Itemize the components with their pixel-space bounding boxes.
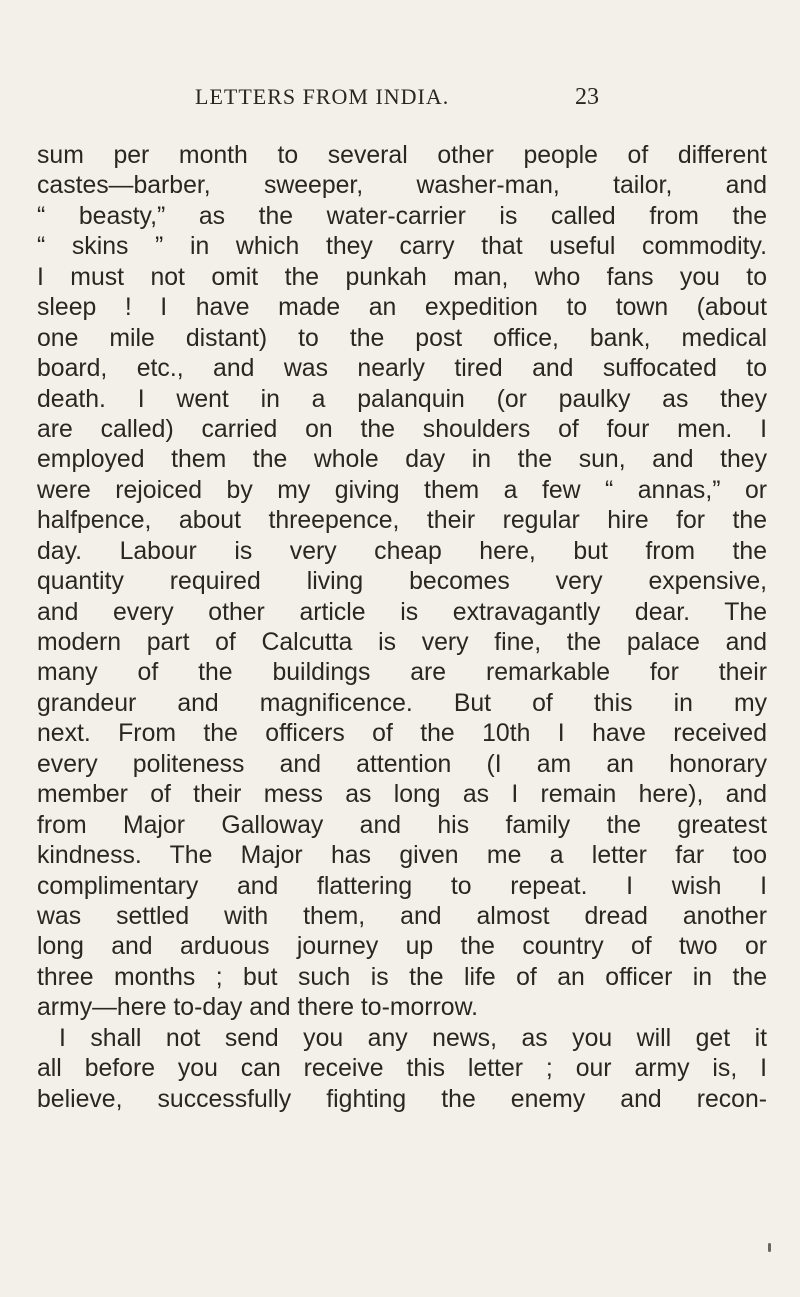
text-line: death. I went in a palanquin (or paulky as they (37, 385, 767, 413)
text-line: kindness. The Major has given me a letter far too (37, 842, 767, 870)
page-number: 23 (575, 84, 599, 110)
text-line: long and arduous journey up the country of two or (37, 933, 767, 961)
running-head (0, 84, 800, 114)
text-line: are called) carried on the shoulders of four men. I (37, 415, 767, 443)
text-line: modern part of Calcutta is very fine, the palace and (37, 629, 767, 656)
text-line: “ beasty,” as the water-carrier is called from the (37, 202, 767, 230)
text-line: all before you can receive this letter ; our army is, I (37, 1055, 767, 1083)
text-line: employed them the whole day in the sun, and they (37, 446, 767, 474)
text-line: one mile distant) to the post office, bank, medical (37, 324, 767, 352)
text-line: “ skins ” in which they carry that useful commodity. (37, 233, 767, 261)
text-line: was settled with them, and almost dread another (37, 902, 767, 930)
text-line: and every other article is extravagantly dear. The (37, 598, 767, 626)
text-line: many of the buildings are remarkable for their (37, 659, 767, 687)
text-line: army—here to-day and there to-morrow. (37, 994, 479, 1022)
text-line: were rejoiced by my giving them a few “ annas,” or (37, 476, 767, 504)
text-line: three months ; but such is the life of an officer in the (37, 963, 767, 991)
text-line: every politeness and attention (I am an honorary (37, 750, 767, 778)
text-line: halfpence, about threepence, their regular hire for the (37, 507, 767, 535)
paper-speck (768, 1243, 771, 1252)
text-line: quantity required living becomes very expensive, (37, 568, 767, 596)
text-line: sleep ! I have made an expedition to town (about (37, 294, 767, 322)
text-line: sum per month to several other people of different (37, 142, 767, 169)
text-line: complimentary and flattering to repeat. I wish I (37, 872, 767, 900)
body-text (37, 141, 767, 1115)
text-line: castes—barber, sweeper, washer-man, tailor, and (37, 172, 767, 200)
text-line: I shall not send you any news, as you will get it (59, 1024, 767, 1052)
text-line: day. Labour is very cheap here, but from the (37, 537, 767, 565)
text-line: board, etc., and was nearly tired and suffocated to (37, 355, 767, 383)
text-line: I must not omit the punkah man, who fans you to (37, 263, 767, 291)
text-line: next. From the officers of the 10th I have received (37, 720, 767, 748)
text-line: from Major Galloway and his family the greatest (37, 811, 767, 839)
text-line: member of their mess as long as I remain here), and (37, 781, 767, 809)
text-line: grandeur and magnificence. But of this in my (37, 689, 767, 717)
running-title: LETTERS FROM INDIA. (195, 84, 450, 109)
text-line: believe, successfully fighting the enemy and recon- (37, 1085, 767, 1113)
